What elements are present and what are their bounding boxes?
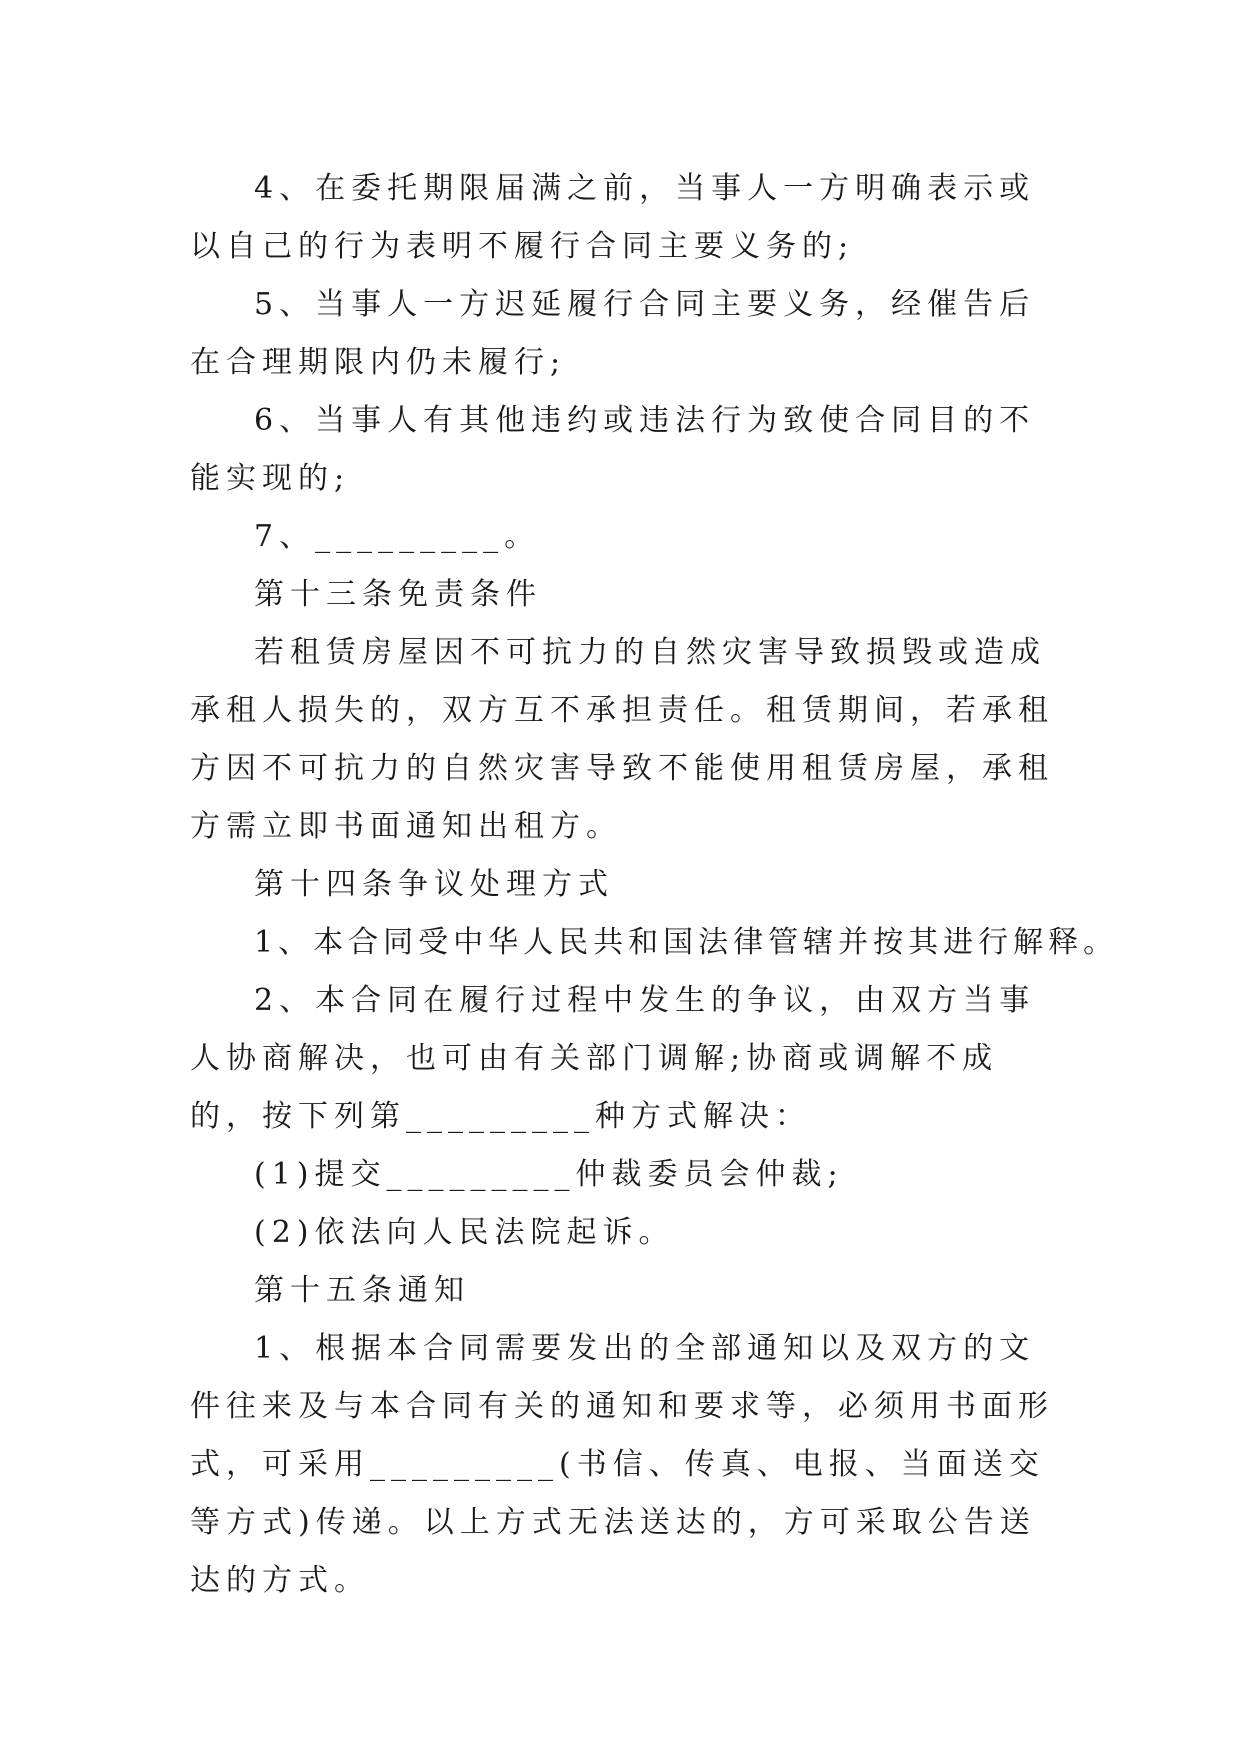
article-14-heading: 第十四条争议处理方式 bbox=[254, 867, 614, 902]
article-15-heading: 第十五条通知 bbox=[254, 1273, 470, 1308]
article-14-item-1: 1、本合同受中华人民共和国法律管辖并按其进行解释。 bbox=[254, 925, 1119, 960]
article-14-option-2: (2)依法向人民法院起诉。 bbox=[254, 1215, 675, 1250]
article-13-body: 若租赁房屋因不可抗力的自然灾害导致损毁或造成承租人损失的，双方互不承担责任。租赁期间，若承租方因不可抗力的自然灾害导致不能使用租赁房屋，承租方需立即书面通知出租方。 bbox=[190, 635, 1054, 844]
article-13-heading: 第十三条免责条件 bbox=[254, 577, 542, 612]
clause-item-5: 5、当事人一方迟延履行合同主要义务，经催告后在合理期限内仍未履行; bbox=[190, 287, 1036, 380]
article-14-option-1: (1)提交_________仲裁委员会仲裁; bbox=[254, 1157, 844, 1192]
clause-item-6: 6、当事人有其他违约或违法行为致使合同目的不能实现的; bbox=[190, 403, 1036, 496]
clause-item-4: 4、在委托期限届满之前，当事人一方明确表示或以自己的行为表明不履行合同主要义务的; bbox=[190, 171, 1036, 264]
document-body bbox=[190, 160, 1119, 1610]
clause-item-7: 7、_________。 bbox=[254, 519, 541, 554]
article-14-item-2: 2、本合同在履行过程中发生的争议，由双方当事人协商解决，也可由有关部门调解;协商或调解不成的，按下列第_________种方式解决： bbox=[190, 983, 1036, 1134]
article-15-item-1: 1、根据本合同需要发出的全部通知以及双方的文件往来及与本合同有关的通知和要求等，必须用书面形式，可采用_________(书信、传真、电报、当面送交等方式)传递。以上方式无法送达的，方可采取公告送达的方式。 bbox=[190, 1331, 1054, 1598]
